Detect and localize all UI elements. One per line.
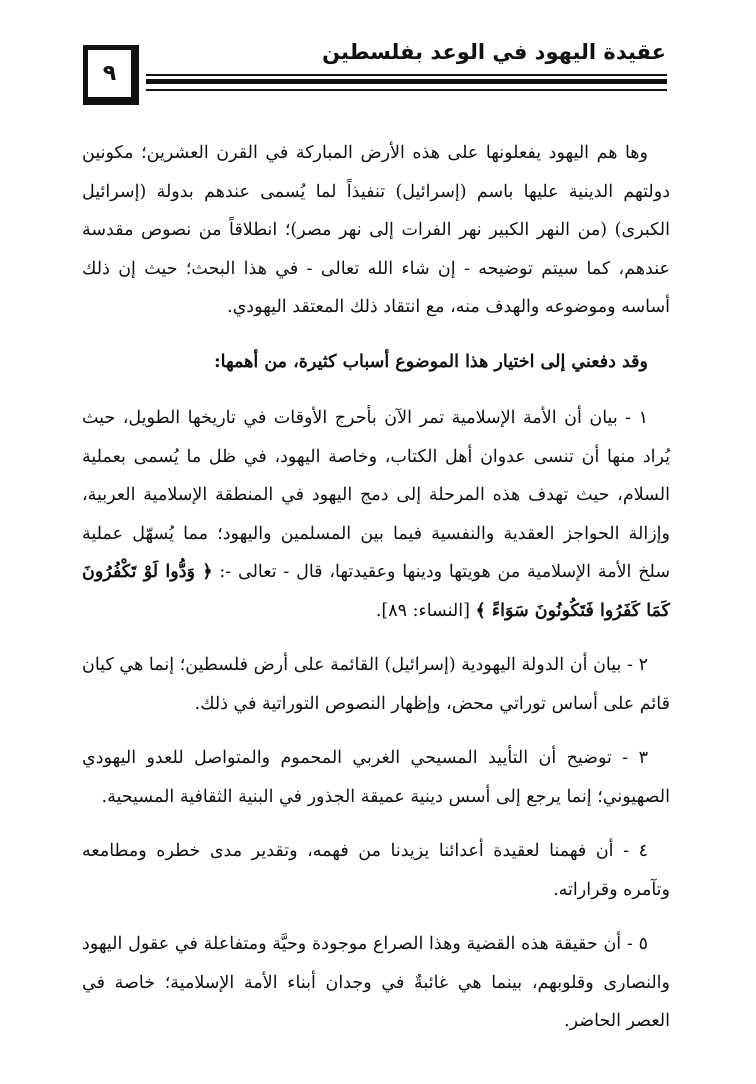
intro-paragraph: وها هم اليهود يفعلونها على هذه الأرض المباركة في القرن العشرين؛ مكونين دولتهم الدينية عليها باسم (إسرائيل) تنفيذاً لما يُسمى عندهم بدولة (إسرائيل الكبرى) (من النهر الكبير نهر الفرات إلى نهر مصر)؛ انطلاقاً من نصوص مقدسة عندهم، كما سيتم توضيحه - إن شاء الله تعالى - في هذا البحث؛ حيث إن ذلك أساسه وموضوعه والهدف منه، مع انتقاد ذلك المعتقد اليهودي. (82, 143, 670, 317)
running-title: عقيدة اليهود في الوعد بفلسطين (322, 40, 666, 64)
page-number: ٩ (102, 61, 117, 86)
reason-1-text: ١ - بيان أن الأمة الإسلامية تمر الآن بأحرج الأوقات في تاريخها الطويل، حيث يُراد منها أن تنسى عدوان أهل الكتاب، وخاصة اليهود، في ظل ما يُسمى بعملية السلام، حيث تهدف هذه المرحلة إلى دمج اليهود في المنطقة الإسلامية العربية، وإزالة الحواجز العقدية والنفسية فيما بين المسلمين واليهود؛ مما يُسهّل عملية سلخ الأمة الإسلامية من هويتها ودينها وعقيدتها، قال - تعالى -: (82, 408, 670, 582)
page-number-box (83, 45, 139, 105)
header-rule-thick (146, 79, 667, 84)
page-body (82, 134, 670, 1057)
header-rule-bottom (146, 89, 667, 91)
header-rule-top (146, 74, 667, 76)
reason-2: ٢ - بيان أن الدولة اليهودية (إسرائيل) القائمة على أرض فلسطين؛ إنما هي كيان قائم على أساس توراتي محض، وإظهار النصوص التوراتية في ذلك. (82, 655, 670, 714)
reason-5: ٥ - أن حقيقة هذه القضية وهذا الصراع موجودة وحيَّة ومتفاعلة في عقول اليهود والنصارى وقلوبهم، بينما هي غائبةٌ في وجدان أبناء الأمة الإسلامية؛ خاصة في العصر الحاضر. (82, 934, 670, 1031)
reasons-intro: وقد دفعني إلى اختيار هذا الموضوع أسباب كثيرة، من أهمها: (214, 351, 648, 372)
reason-1 (82, 399, 670, 630)
quran-verse: ﴿ وَدُّوا لَوْ تَكْفُرُونَ كَمَا كَفَرُوا فَتَكُونُونَ سَوَاءً ﴾ (82, 562, 670, 621)
reason-3: ٣ - توضيح أن التأييد المسيحي الغربي المحموم والمتواصل للعدو اليهودي الصهيوني؛ إنما يرجع إلى أسس دينية عميقة الجذور في البنية الثقافية المسيحية. (82, 748, 670, 807)
reason-4: ٤ - أن فهمنا لعقيدة أعدائنا يزيدنا من فهمه، وتقدير مدى خطره ومطامعه وتآمره وقراراته. (82, 841, 670, 900)
verse-citation: [النساء: ٨٩]. (375, 600, 470, 621)
